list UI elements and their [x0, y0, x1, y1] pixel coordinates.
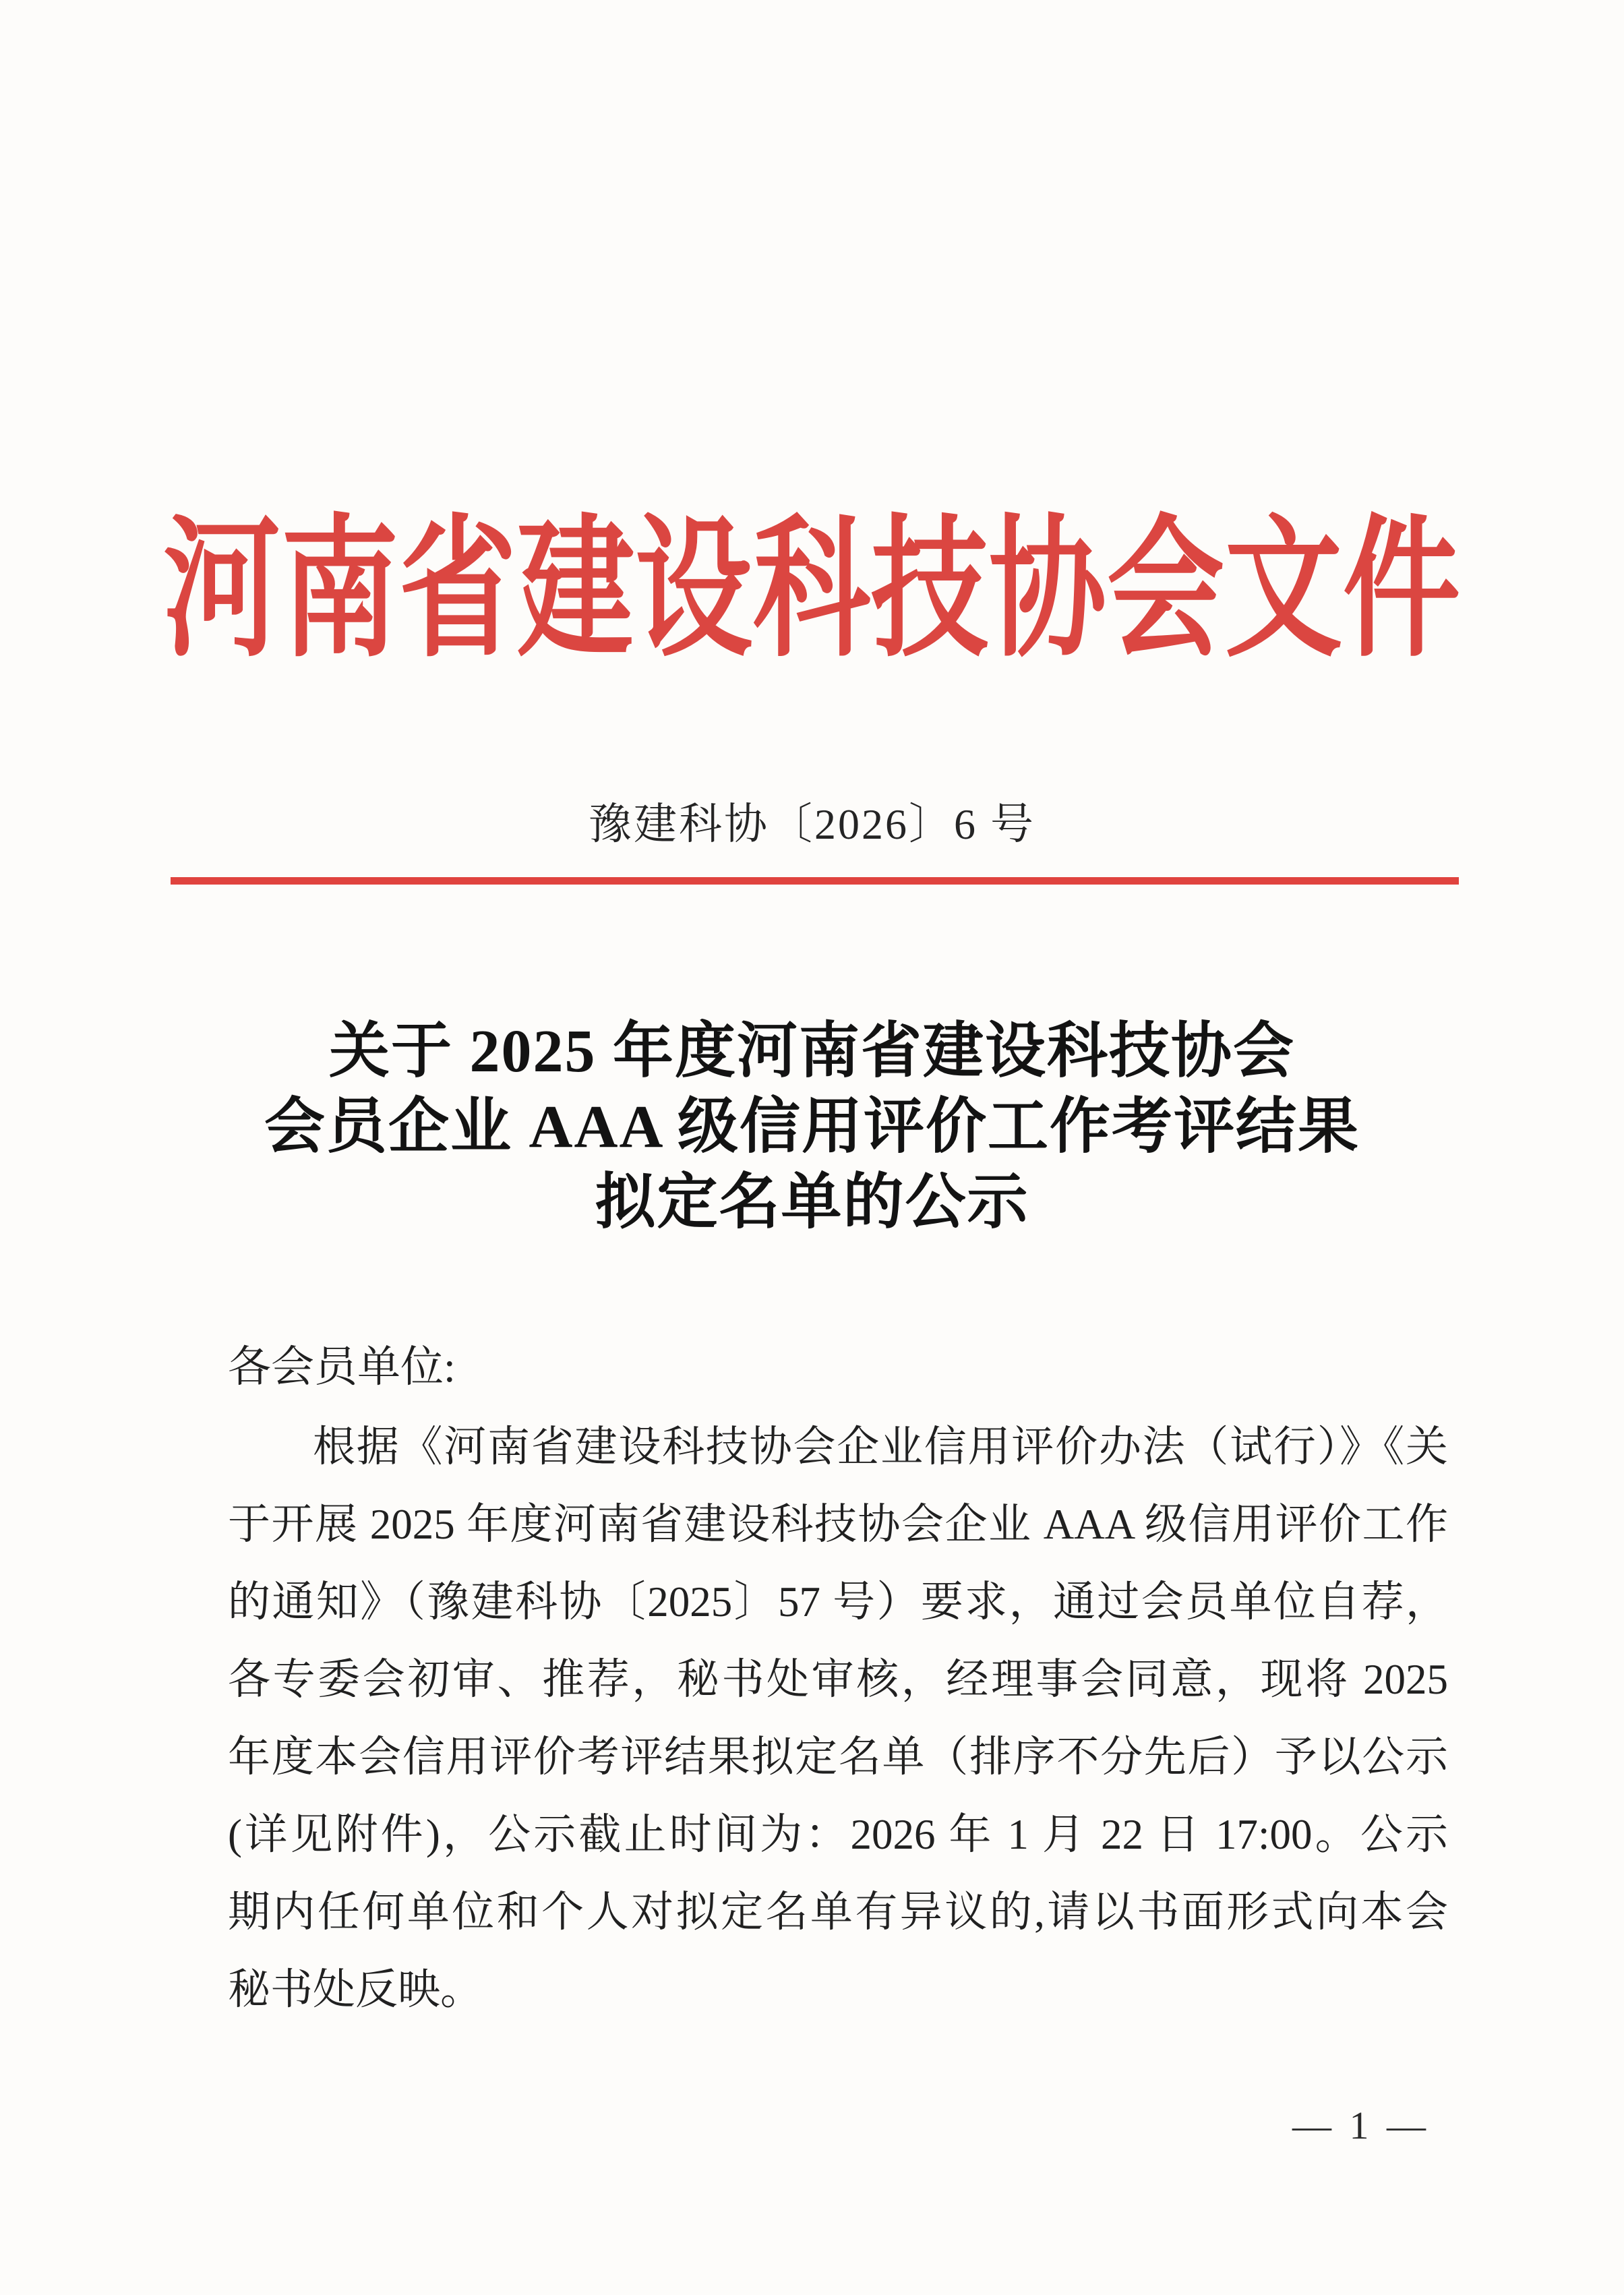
document-number: 豫建科协〔2026〕6 号 — [589, 800, 1035, 848]
letterhead-title: 河南省建设科技协会文件 — [162, 506, 1461, 676]
title-line: 拟定名单的公示 — [595, 1169, 1029, 1236]
body-line: 各专委会初审、推荐，秘书处审核，经理事会同意，现将 2025 — [228, 1656, 1448, 1703]
document-title — [0, 1014, 1624, 1241]
body-line: 秘书处反映。 — [228, 1966, 483, 2013]
salutation: 各会员单位: — [228, 1343, 456, 1391]
title-line: 会员企业 AAA 级信用评价工作考评结果 — [264, 1094, 1360, 1160]
red-divider-line — [171, 877, 1459, 885]
body-line: 年度本会信用评价考评结果拟定名单（排序不分先后）予以公示 — [228, 1733, 1448, 1781]
body-line: 的通知》（豫建科协〔2025〕57 号）要求，通过会员单位自荐， — [228, 1578, 1448, 1626]
page-number: — 1 — — [1292, 2104, 1430, 2147]
body-line: 于开展 2025 年度河南省建设科技协会企业 AAA 级信用评价工作 — [228, 1501, 1448, 1548]
body-line: 根据《河南省建设科技协会企业信用评价办法（试行）》《关 — [313, 1423, 1448, 1470]
body-line: (详见附件)，公示截止时间为：2026 年 1 月 22 日 17:00。公示 — [228, 1811, 1448, 1858]
body-line: 期内任何单位和个人对拟定名单有异议的,请以书面形式向本会 — [228, 1888, 1448, 1936]
body-paragraph — [228, 1408, 1448, 2029]
title-line: 关于 2025 年度河南省建设科技协会 — [329, 1018, 1295, 1085]
